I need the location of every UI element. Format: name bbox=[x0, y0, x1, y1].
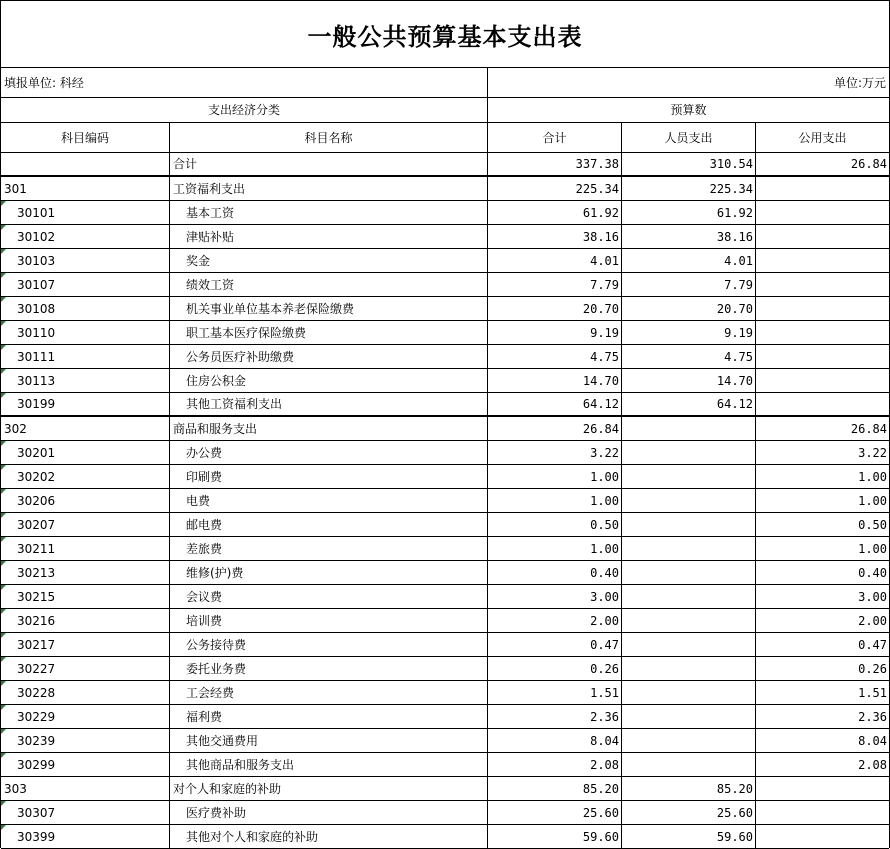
row-total[interactable]: 0.50 bbox=[488, 513, 622, 536]
row-total[interactable]: 25.60 bbox=[488, 801, 622, 824]
header-total: 合计 bbox=[488, 123, 622, 152]
row-personnel[interactable]: 61.92 bbox=[622, 201, 756, 224]
row-personnel[interactable] bbox=[622, 681, 756, 704]
row-total[interactable]: 9.19 bbox=[488, 321, 622, 344]
row-public[interactable] bbox=[756, 801, 889, 824]
row-code[interactable]: 30202 bbox=[1, 465, 170, 488]
row-total[interactable]: 4.75 bbox=[488, 345, 622, 368]
row-total[interactable]: 1.00 bbox=[488, 465, 622, 488]
row-personnel[interactable] bbox=[622, 753, 756, 776]
row-code[interactable]: 30299 bbox=[1, 753, 170, 776]
table-row[interactable] bbox=[1, 177, 889, 201]
row-total[interactable]: 64.12 bbox=[488, 393, 622, 415]
row-name[interactable]: 办公费 bbox=[170, 441, 488, 464]
row-code[interactable]: 30199 bbox=[1, 393, 170, 415]
row-total[interactable]: 2.00 bbox=[488, 609, 622, 632]
row-public[interactable]: 0.40 bbox=[858, 565, 887, 580]
row-personnel[interactable] bbox=[622, 465, 756, 488]
row-personnel[interactable] bbox=[622, 657, 756, 680]
table-body bbox=[1, 153, 889, 849]
table-row[interactable] bbox=[1, 321, 889, 345]
row-total[interactable]: 8.04 bbox=[488, 729, 622, 752]
meta-row bbox=[1, 68, 889, 98]
page-title: 一般公共预算基本支出表 bbox=[307, 21, 583, 51]
title-row bbox=[1, 1, 889, 68]
row-name[interactable]: 对个人和家庭的补助 bbox=[170, 777, 488, 800]
row-name[interactable]: 住房公积金 bbox=[170, 369, 488, 392]
row-name[interactable]: 津贴补贴 bbox=[170, 225, 488, 248]
row-total[interactable]: 0.26 bbox=[488, 657, 622, 680]
row-code[interactable]: 30103 bbox=[1, 249, 170, 272]
row-public[interactable] bbox=[756, 777, 889, 800]
row-public[interactable]: 0.50 bbox=[858, 517, 887, 532]
row-personnel[interactable]: 20.70 bbox=[622, 297, 756, 320]
table-row[interactable] bbox=[1, 153, 889, 177]
row-public[interactable]: 1.00 bbox=[858, 541, 887, 556]
row-code[interactable]: 30111 bbox=[1, 345, 170, 368]
row-code[interactable] bbox=[1, 153, 170, 175]
row-personnel[interactable]: 4.75 bbox=[622, 345, 756, 368]
row-total[interactable]: 225.34 bbox=[488, 177, 622, 200]
row-total[interactable]: 26.84 bbox=[488, 417, 622, 440]
row-public[interactable]: 0.47 bbox=[858, 637, 887, 652]
row-personnel[interactable] bbox=[622, 609, 756, 632]
row-name[interactable]: 印刷费 bbox=[170, 465, 488, 488]
table-row[interactable] bbox=[1, 705, 889, 729]
table-row[interactable] bbox=[1, 441, 889, 465]
row-code[interactable]: 30307 bbox=[1, 801, 170, 824]
table-row[interactable] bbox=[1, 777, 889, 801]
row-total[interactable]: 14.70 bbox=[488, 369, 622, 392]
row-code[interactable]: 30201 bbox=[1, 441, 170, 464]
row-public[interactable] bbox=[756, 393, 889, 415]
row-personnel[interactable] bbox=[622, 585, 756, 608]
row-personnel[interactable]: 4.01 bbox=[622, 249, 756, 272]
row-name[interactable]: 福利费 bbox=[170, 705, 488, 728]
row-name[interactable]: 医疗费补助 bbox=[170, 801, 488, 824]
row-public[interactable] bbox=[756, 345, 889, 368]
row-total[interactable]: 4.01 bbox=[488, 249, 622, 272]
row-total[interactable]: 2.08 bbox=[488, 753, 622, 776]
row-name[interactable]: 奖金 bbox=[170, 249, 488, 272]
header-name: 科目名称 bbox=[170, 123, 488, 152]
row-total[interactable]: 337.38 bbox=[488, 153, 622, 175]
row-public[interactable] bbox=[756, 273, 889, 296]
row-public[interactable]: 8.04 bbox=[858, 733, 887, 748]
row-public[interactable] bbox=[756, 201, 889, 224]
table-row[interactable] bbox=[1, 393, 889, 417]
row-code[interactable]: 30239 bbox=[1, 729, 170, 752]
table-row[interactable] bbox=[1, 609, 889, 633]
row-code[interactable]: 30206 bbox=[1, 489, 170, 512]
row-total[interactable]: 7.79 bbox=[488, 273, 622, 296]
row-personnel[interactable] bbox=[622, 561, 756, 584]
row-name[interactable]: 其他商品和服务支出 bbox=[170, 753, 488, 776]
row-name[interactable]: 商品和服务支出 bbox=[170, 417, 488, 440]
row-public[interactable] bbox=[756, 825, 889, 848]
table-row[interactable] bbox=[1, 633, 889, 657]
header-code: 科目编码 bbox=[1, 123, 170, 152]
row-name[interactable]: 其他对个人和家庭的补助 bbox=[170, 825, 488, 848]
row-personnel[interactable] bbox=[622, 729, 756, 752]
row-total[interactable]: 1.51 bbox=[488, 681, 622, 704]
row-code[interactable]: 30110 bbox=[1, 321, 170, 344]
row-code[interactable]: 30215 bbox=[1, 585, 170, 608]
table-row[interactable] bbox=[1, 489, 889, 513]
row-code[interactable]: 30213 bbox=[1, 561, 170, 584]
table-row[interactable] bbox=[1, 345, 889, 369]
row-name[interactable]: 培训费 bbox=[170, 609, 488, 632]
row-code[interactable]: 30101 bbox=[1, 201, 170, 224]
row-total[interactable]: 20.70 bbox=[488, 297, 622, 320]
table-row[interactable] bbox=[1, 825, 889, 849]
row-code[interactable]: 30217 bbox=[1, 633, 170, 656]
row-code[interactable]: 30113 bbox=[1, 369, 170, 392]
row-name[interactable]: 合计 bbox=[170, 153, 488, 175]
row-name[interactable]: 其他工资福利支出 bbox=[170, 393, 488, 415]
row-code[interactable]: 30229 bbox=[1, 705, 170, 728]
table-row[interactable] bbox=[1, 657, 889, 681]
row-personnel[interactable]: 225.34 bbox=[622, 177, 756, 200]
row-personnel[interactable] bbox=[622, 441, 756, 464]
header-public: 公用支出 bbox=[798, 130, 847, 145]
table-row[interactable] bbox=[1, 513, 889, 537]
row-total[interactable]: 3.00 bbox=[488, 585, 622, 608]
table-row[interactable] bbox=[1, 273, 889, 297]
row-public[interactable]: 2.08 bbox=[858, 757, 887, 772]
row-name[interactable]: 机关事业单位基本养老保险缴费 bbox=[170, 297, 488, 320]
row-total[interactable]: 0.47 bbox=[488, 633, 622, 656]
table-row[interactable] bbox=[1, 297, 889, 321]
row-name[interactable]: 工会经费 bbox=[170, 681, 488, 704]
row-personnel[interactable]: 85.20 bbox=[622, 777, 756, 800]
row-personnel[interactable]: 25.60 bbox=[622, 801, 756, 824]
table-row[interactable] bbox=[1, 465, 889, 489]
row-public[interactable] bbox=[756, 297, 889, 320]
row-name[interactable]: 职工基本医疗保险缴费 bbox=[170, 321, 488, 344]
table-row[interactable] bbox=[1, 537, 889, 561]
table-row[interactable] bbox=[1, 249, 889, 273]
row-code[interactable]: 30216 bbox=[1, 609, 170, 632]
row-total[interactable]: 85.20 bbox=[488, 777, 622, 800]
header-personnel: 人员支出 bbox=[622, 123, 756, 152]
row-personnel[interactable] bbox=[622, 513, 756, 536]
table-row[interactable] bbox=[1, 585, 889, 609]
header-group-classification: 支出经济分类 bbox=[1, 98, 488, 122]
row-personnel[interactable]: 64.12 bbox=[622, 393, 756, 415]
row-public[interactable] bbox=[756, 249, 889, 272]
row-public[interactable]: 1.00 bbox=[858, 493, 887, 508]
row-public[interactable]: 26.84 bbox=[850, 157, 887, 171]
row-personnel[interactable] bbox=[622, 705, 756, 728]
row-name[interactable]: 差旅费 bbox=[170, 537, 488, 560]
row-name[interactable]: 其他交通费用 bbox=[170, 729, 488, 752]
table-row[interactable] bbox=[1, 801, 889, 825]
row-public[interactable]: 0.26 bbox=[858, 661, 887, 676]
row-public[interactable] bbox=[756, 177, 889, 200]
row-code[interactable]: 30108 bbox=[1, 297, 170, 320]
row-personnel[interactable]: 310.54 bbox=[622, 153, 756, 175]
table-row[interactable] bbox=[1, 225, 889, 249]
reporting-unit: 填报单位: 科经 bbox=[1, 68, 488, 97]
header-group-row bbox=[1, 98, 889, 123]
table-row[interactable] bbox=[1, 369, 889, 393]
table-row[interactable] bbox=[1, 417, 889, 441]
row-name[interactable]: 公务接待费 bbox=[170, 633, 488, 656]
row-name[interactable]: 公务员医疗补助缴费 bbox=[170, 345, 488, 368]
row-personnel[interactable]: 7.79 bbox=[622, 273, 756, 296]
row-public[interactable] bbox=[756, 225, 889, 248]
row-code[interactable]: 303 bbox=[1, 777, 170, 800]
row-personnel[interactable]: 59.60 bbox=[622, 825, 756, 848]
row-public[interactable]: 3.00 bbox=[858, 589, 887, 604]
row-public[interactable]: 1.51 bbox=[858, 685, 887, 700]
row-personnel[interactable]: 9.19 bbox=[622, 321, 756, 344]
row-code[interactable]: 30227 bbox=[1, 657, 170, 680]
row-total[interactable]: 2.36 bbox=[488, 705, 622, 728]
table-row[interactable] bbox=[1, 201, 889, 225]
row-public[interactable] bbox=[756, 369, 889, 392]
row-name[interactable]: 委托业务费 bbox=[170, 657, 488, 680]
row-personnel[interactable] bbox=[622, 633, 756, 656]
row-public[interactable]: 2.00 bbox=[858, 613, 887, 628]
table-row[interactable] bbox=[1, 681, 889, 705]
row-public[interactable]: 3.22 bbox=[858, 445, 887, 460]
row-total[interactable]: 1.00 bbox=[488, 489, 622, 512]
row-code[interactable]: 30102 bbox=[1, 225, 170, 248]
row-code[interactable]: 30211 bbox=[1, 537, 170, 560]
row-code[interactable]: 30207 bbox=[1, 513, 170, 536]
row-public[interactable] bbox=[756, 321, 889, 344]
row-total[interactable]: 1.00 bbox=[488, 537, 622, 560]
header-column-row bbox=[1, 123, 889, 153]
row-total[interactable]: 3.22 bbox=[488, 441, 622, 464]
table-row[interactable] bbox=[1, 729, 889, 753]
currency-unit: 单位:万元 bbox=[833, 75, 886, 90]
row-code[interactable]: 301 bbox=[1, 177, 170, 200]
row-name[interactable]: 工资福利支出 bbox=[170, 177, 488, 200]
row-personnel[interactable]: 14.70 bbox=[622, 369, 756, 392]
row-personnel[interactable] bbox=[622, 489, 756, 512]
row-name[interactable]: 基本工资 bbox=[170, 201, 488, 224]
row-name[interactable]: 电费 bbox=[170, 489, 488, 512]
row-name[interactable]: 会议费 bbox=[170, 585, 488, 608]
row-code[interactable]: 302 bbox=[1, 417, 170, 440]
row-public[interactable]: 26.84 bbox=[850, 421, 887, 436]
row-personnel[interactable]: 38.16 bbox=[622, 225, 756, 248]
row-public[interactable]: 1.00 bbox=[858, 469, 887, 484]
row-name[interactable]: 维修(护)费 bbox=[170, 561, 488, 584]
row-name[interactable]: 绩效工资 bbox=[170, 273, 488, 296]
row-code[interactable]: 30228 bbox=[1, 681, 170, 704]
table-row[interactable] bbox=[1, 561, 889, 585]
row-public[interactable]: 2.36 bbox=[858, 709, 887, 724]
row-code[interactable]: 30399 bbox=[1, 825, 170, 848]
row-total[interactable]: 61.92 bbox=[488, 201, 622, 224]
row-code[interactable]: 30107 bbox=[1, 273, 170, 296]
row-total[interactable]: 0.40 bbox=[488, 561, 622, 584]
header-group-budget: 预算数 bbox=[670, 103, 707, 117]
table-row[interactable] bbox=[1, 753, 889, 777]
row-personnel[interactable] bbox=[622, 417, 756, 440]
row-name[interactable]: 邮电费 bbox=[170, 513, 488, 536]
row-total[interactable]: 38.16 bbox=[488, 225, 622, 248]
row-total[interactable]: 59.60 bbox=[488, 825, 622, 848]
row-personnel[interactable] bbox=[622, 537, 756, 560]
